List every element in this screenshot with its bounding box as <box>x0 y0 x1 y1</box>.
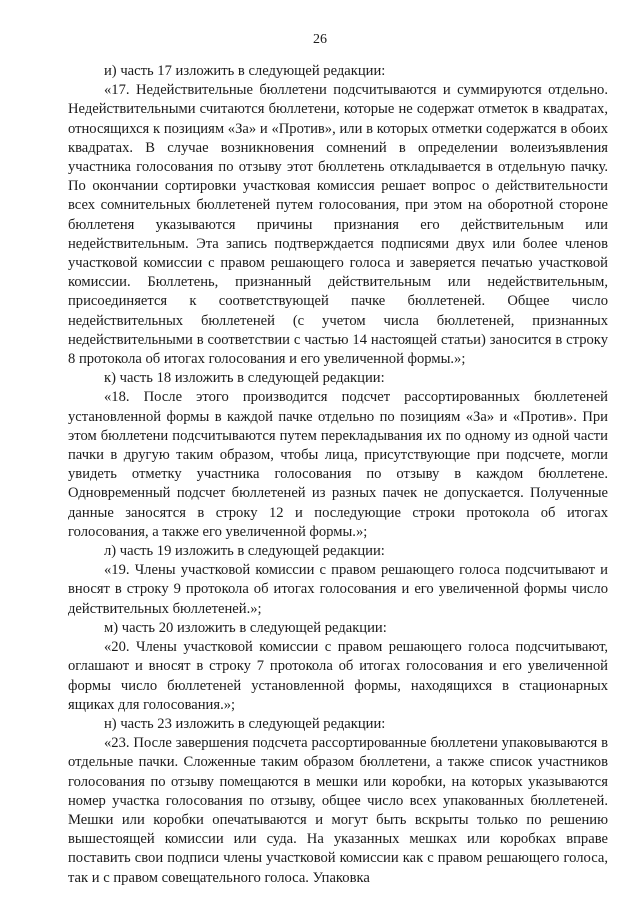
amendment-text-part-18: «18. После этого производится подсчет рассортированных бюллетеней установленной формы в каждой пачке отдельно по позициям «За» и «Против». При этом бюллетени подсчитываются путем перекладывания их по одному из одной части пачки в другую таким образом, чтобы лица, присутствующие при подсчете, могли увидеть отметку участника голосования по отзыву в каждом бюллетене. Одновременный подсчет бюллетеней из разных пачек не допускается. Полученные данные заносятся в строку 12 и последующие строки протокола об итогах голосования, а также его увеличенной формы.»; <box>68 389 608 540</box>
amendment-item-m: м) часть 20 изложить в следующей редакции: <box>104 619 387 636</box>
page-number: 26 <box>313 32 327 47</box>
amendment-item-n: н) часть 23 изложить в следующей редакции: <box>104 715 386 732</box>
amendment-item-k: к) часть 18 изложить в следующей редакции: <box>104 370 385 387</box>
amendment-item-l: л) часть 19 изложить в следующей редакции: <box>104 543 385 560</box>
amendment-text-part-23: «23. После завершения подсчета рассортированные бюллетени упаковываются в отдельные пачки. Сложенные таким образом бюллетени, а также список участников голосования по отзыву помещаются в мешки или коробки, на которых указываются номер участка голосования по отзыву, общее число всех упакованных бюллетеней. Мешки или коробки опечатываются и могут быть вскрыты только по решению вышестоящей комиссии или суда. На указанных мешках или коробках вправе поставить свои подписи члены участковой комиссии как с правом решающего голоса, так и с правом совещательного голоса. Упаковка <box>68 735 608 886</box>
amendment-item-i: и) часть 17 изложить в следующей редакции: <box>104 63 386 79</box>
amendment-text-part-20: «20. Члены участковой комиссии с правом решающего голоса подсчитывают, оглашают и вносят в строку 7 протокола об итогах голосования и его увеличенной формы число бюллетеней установленной формы, находящихся в стационарных ящиках для голосования.»; <box>68 639 608 713</box>
document-body <box>68 62 608 888</box>
amendment-text-part-19: «19. Члены участковой комиссии с правом решающего голоса подсчитывают и вносят в строку 9 протокола об итогах голосования и его увеличенной формы число действительных бюллетеней.»; <box>68 562 608 617</box>
amendment-text-part-17: «17. Недействительные бюллетени подсчитываются и суммируются отдельно. Недействительными считаются бюллетени, которые не содержат отметок в квадратах, относящихся к позициям «За» и «Против», или в которых отметки содержатся в обоих квадратах. В случае возникновения сомнений в определении волеизъявления участника голосования по отзыву этот бюллетень откладывается в отдельную пачку. По окончании сортировки участковая комиссия решает вопрос о действительности всех сомнительных бюллетеней путем голосования, при этом на оборотной стороне бюллетеня указываются причины признания его действительным или недействительным. Эта запись подтверждается подписями двух или более членов участковой комиссии с правом решающего голоса и заверяется печатью участковой комиссии. Бюллетень, признанный действительным или недействительным, присоединяется к соответствующей пачке бюллетеней. Общее число недействительных бюллетеней (с учетом числа бюллетеней, признанных недействительными в соответствии с частью 14 настоящей статьи) заносится в строку 8 протокола об итогах голосования и его увеличенной формы.»; <box>68 82 608 368</box>
